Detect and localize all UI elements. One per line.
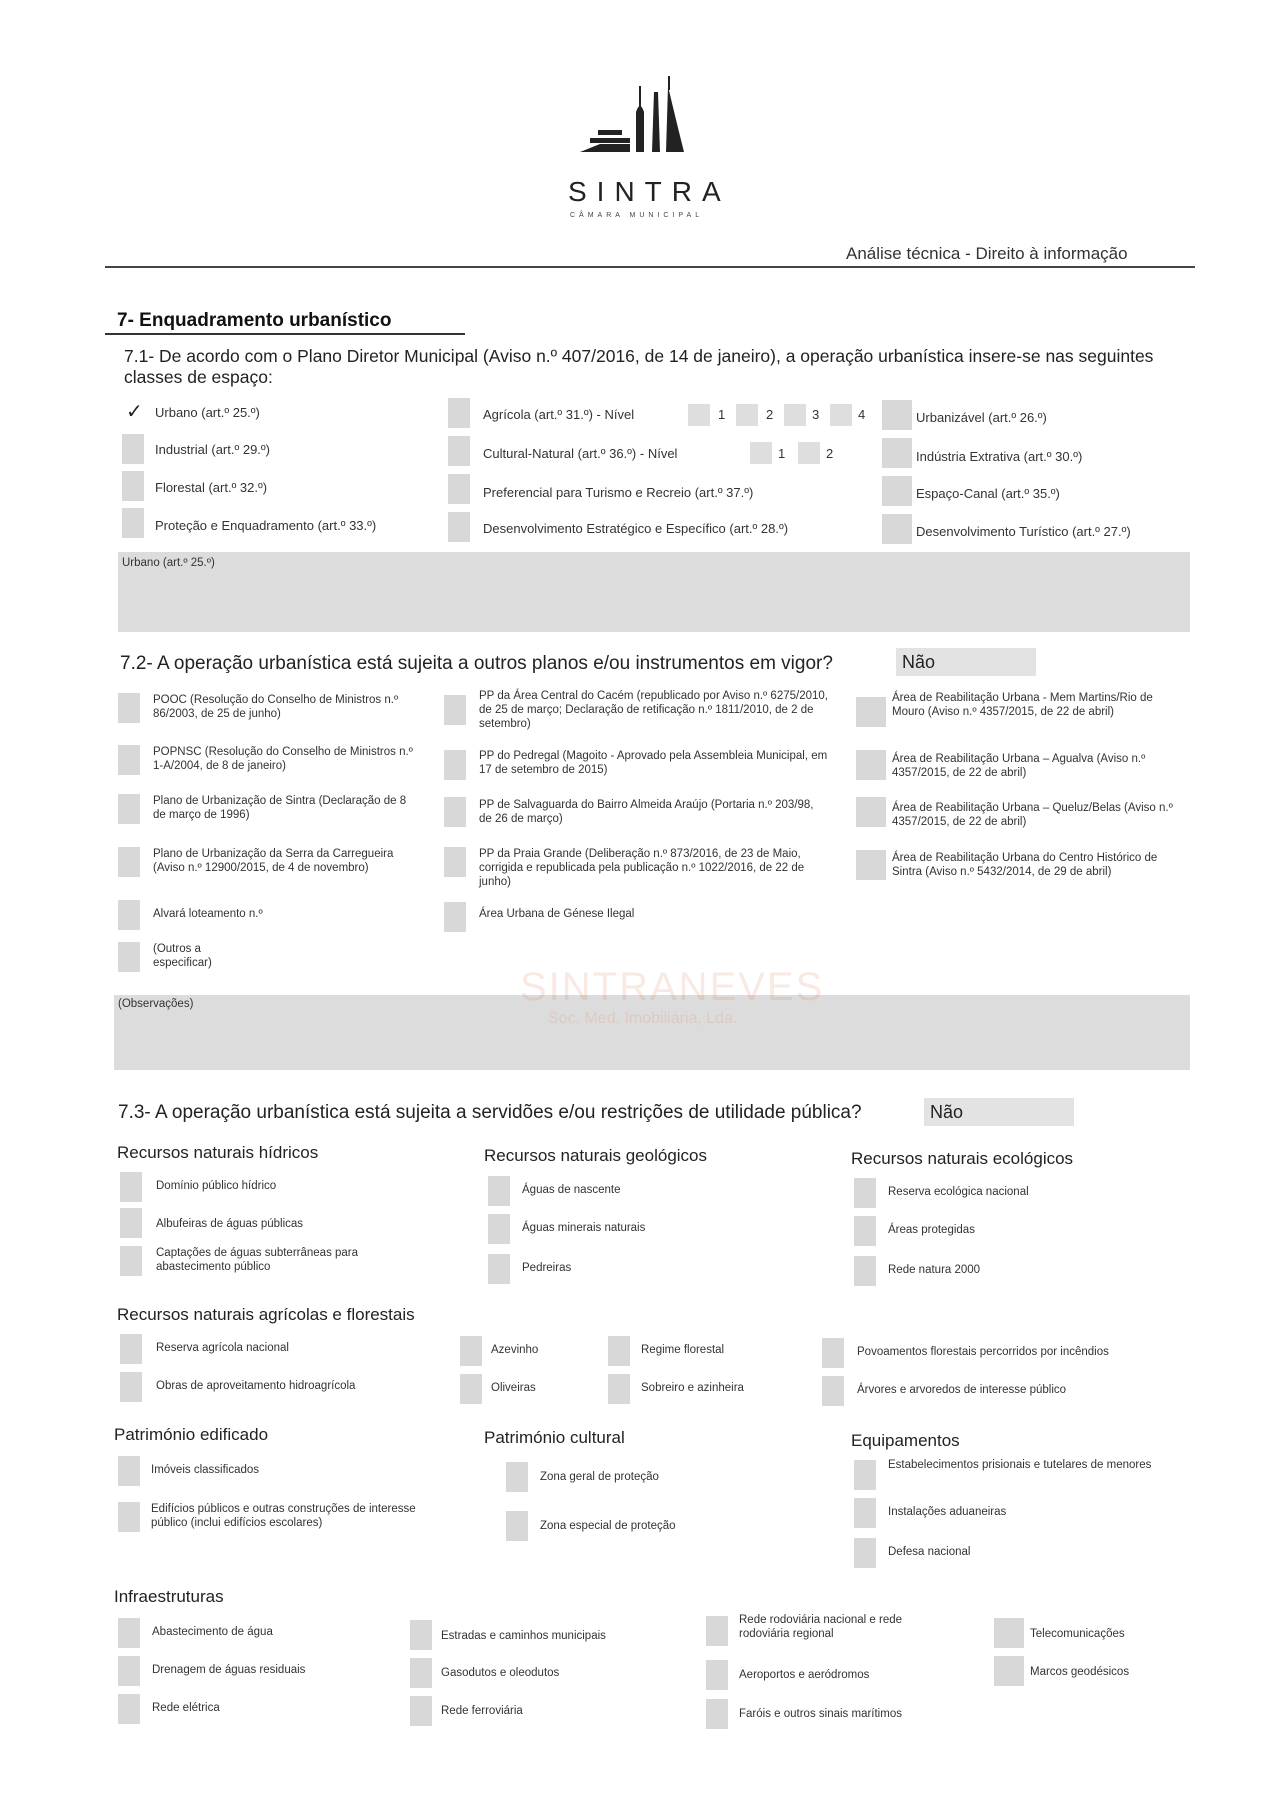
- checkbox-farois[interactable]: [706, 1699, 728, 1729]
- checkbox-turistico[interactable]: [882, 514, 912, 544]
- checkmark-icon: ✓: [126, 401, 143, 423]
- checkbox-aeroportos[interactable]: [706, 1660, 728, 1690]
- brand-subtitle: CÂMARA MUNICIPAL: [570, 212, 704, 219]
- plan-pp-pedregal: PP do Pedregal (Magoito - Aprovado pela Assembleia Municipal, em 17 de setembro de 2015): [479, 750, 828, 776]
- plan-aru-agualva: Área de Reabilitação Urbana – Agualva (Aviso n.º 4357/2015, de 22 de abril): [892, 753, 1146, 779]
- checkbox-pp-almeida-araujo[interactable]: [444, 797, 466, 827]
- checkbox-pedreiras[interactable]: [488, 1254, 510, 1284]
- checkbox-rede-natura[interactable]: [854, 1256, 876, 1286]
- plan-aru-sintra: Área de Reabilitação Urbana do Centro Histórico de Sintra (Aviso n.º 5432/2014, de 29 de abril): [892, 852, 1158, 878]
- plan-outros: (Outros a especificar): [153, 943, 212, 969]
- item-povoamentos: Povoamentos florestais percorridos por incêndios: [857, 1346, 1109, 1358]
- group-ecologicos-title: Recursos naturais ecológicos: [851, 1149, 1074, 1168]
- item-prisionais: Estabelecimentos prisionais e tutelares de menores: [888, 1459, 1152, 1471]
- section-title: 7- Enquadramento urbanístico: [117, 310, 392, 331]
- cultural-level-1: 1: [778, 446, 786, 461]
- class-protecao: Proteção e Enquadramento (art.º 33.º): [155, 518, 377, 533]
- item-oliveiras: Oliveiras: [491, 1382, 536, 1394]
- answer-7-3: Não: [930, 1102, 964, 1122]
- question-7-3: 7.3- A operação urbanística está sujeita a servidões e/ou restrições de utilidade pública?: [118, 1102, 862, 1123]
- checkbox-popnsc[interactable]: [118, 745, 140, 775]
- item-azevinho: Azevinho: [491, 1344, 539, 1356]
- checkbox-sobreiro[interactable]: [608, 1374, 630, 1404]
- checkbox-hidroagricola[interactable]: [120, 1372, 142, 1402]
- checkbox-pu-sintra[interactable]: [118, 794, 140, 824]
- agricola-level-3-box[interactable]: [784, 404, 806, 426]
- cultural-level-1-box[interactable]: [750, 442, 772, 464]
- group-infra-title: Infraestruturas: [114, 1587, 224, 1606]
- class-cultural-natural: Cultural-Natural (art.º 36.º) - Nível: [483, 446, 678, 461]
- item-aduaneiras: Instalações aduaneiras: [888, 1506, 1007, 1518]
- checkbox-marcos[interactable]: [994, 1656, 1024, 1686]
- item-abastecimento: Abastecimento de água: [152, 1626, 273, 1638]
- checkbox-extrativa[interactable]: [882, 438, 912, 468]
- class-turistico: Desenvolvimento Turístico (art.º 27.º): [916, 524, 1131, 539]
- item-farois: Faróis e outros sinais marítimos: [739, 1708, 902, 1720]
- notes-label-7-2: (Observações): [118, 998, 194, 1010]
- checkbox-areas-protegidas[interactable]: [854, 1216, 876, 1246]
- checkbox-rede-eletrica[interactable]: [118, 1694, 140, 1724]
- item-telecomunicacoes: Telecomunicações: [1030, 1628, 1125, 1640]
- item-ferroviaria: Rede ferroviária: [441, 1705, 523, 1717]
- checkbox-drenagem[interactable]: [118, 1656, 140, 1686]
- section-title-underline: [105, 333, 465, 335]
- class-industrial: Industrial (art.º 29.º): [155, 442, 270, 457]
- checkbox-estrategico[interactable]: [448, 512, 470, 542]
- checkbox-augi[interactable]: [444, 902, 466, 932]
- class-turismo: Preferencial para Turismo e Recreio (art.º 37.º): [483, 485, 754, 500]
- checkbox-espaco-canal[interactable]: [882, 476, 912, 506]
- item-zona-geral: Zona geral de proteção: [540, 1471, 659, 1483]
- class-estrategico: Desenvolvimento Estratégico e Específico (art.º 28.º): [483, 521, 789, 536]
- checkbox-protecao[interactable]: [122, 508, 144, 538]
- item-gasodutos: Gasodutos e oleodutos: [441, 1667, 560, 1679]
- watermark-line1: SINTRANEVES: [520, 965, 825, 1009]
- group-edificado-title: Património edificado: [114, 1425, 269, 1444]
- checkbox-gasodutos[interactable]: [410, 1658, 432, 1688]
- plan-aru-mem-martins: Área de Reabilitação Urbana - Mem Martins/Rio de Mouro (Aviso n.º 4357/2015, de 22 de abril): [892, 692, 1153, 718]
- answer-7-2: Não: [902, 652, 936, 672]
- sintra-logo-icon: [570, 72, 720, 157]
- plan-pp-praia-grande: PP da Praia Grande (Deliberação n.º 873/2016, de 23 de Maio, corrigida e republicada pela publicação n.º 1022/2016, de 22 de junho): [479, 848, 805, 888]
- group-hidricos-title: Recursos naturais hídricos: [117, 1143, 319, 1162]
- group-equipamentos-title: Equipamentos: [851, 1431, 960, 1450]
- answer-field-7-3[interactable]: [924, 1098, 1074, 1126]
- notes-text-7-1: Urbano (art.º 25.º): [122, 557, 215, 569]
- checkbox-edificios-publicos[interactable]: [118, 1502, 140, 1532]
- checkbox-zona-geral[interactable]: [506, 1462, 528, 1492]
- plan-pu-sintra: Plano de Urbanização de Sintra (Declaração de 8 de março de 1996): [153, 795, 407, 821]
- checkbox-zona-especial[interactable]: [506, 1511, 528, 1541]
- group-cultural-title: Património cultural: [484, 1428, 625, 1447]
- brand-name: SINTRA: [568, 176, 731, 207]
- item-aeroportos: Aeroportos e aeródromos: [739, 1669, 870, 1681]
- cultural-level-2-box[interactable]: [798, 442, 820, 464]
- checkbox-turismo[interactable]: [448, 474, 470, 504]
- checkbox-ren[interactable]: [854, 1178, 876, 1208]
- class-agricola: Agrícola (art.º 31.º) - Nível: [483, 407, 635, 422]
- question-7-1: 7.1- De acordo com o Plano Diretor Municipal (Aviso n.º 407/2016, de 14 de janeiro), a operação urbanística insere-se nas seguintes classes de espaço:: [124, 346, 1154, 387]
- checkbox-alvara[interactable]: [118, 900, 140, 930]
- checkbox-regime-florestal[interactable]: [608, 1336, 630, 1366]
- item-edificios-publicos: Edifícios públicos e outras construções de interesse público (inclui edifícios escolares): [151, 1503, 416, 1529]
- checkbox-abastecimento[interactable]: [118, 1618, 140, 1648]
- plan-popnsc: POPNSC (Resolução do Conselho de Ministros n.º 1-A/2004, de 8 de janeiro): [153, 746, 413, 772]
- item-ran: Reserva agrícola nacional: [156, 1342, 289, 1354]
- checkbox-aduaneiras[interactable]: [854, 1498, 876, 1528]
- checkbox-telecomunicacoes[interactable]: [994, 1618, 1024, 1648]
- checkbox-pu-carregueira[interactable]: [118, 847, 140, 877]
- item-areas-protegidas: Áreas protegidas: [888, 1224, 975, 1236]
- checkbox-pooc[interactable]: [118, 693, 140, 723]
- group-agricolas-title: Recursos naturais agrícolas e florestais: [117, 1305, 415, 1324]
- checkbox-dominio-hidrico[interactable]: [120, 1172, 142, 1202]
- item-regime-florestal: Regime florestal: [641, 1344, 725, 1356]
- plan-pu-carregueira: Plano de Urbanização da Serra da Carregueira (Aviso n.º 12900/2015, de 4 de novembro): [153, 848, 394, 874]
- checkbox-pp-praia-grande[interactable]: [444, 847, 466, 877]
- checkbox-pp-cacem[interactable]: [444, 695, 466, 725]
- cultural-level-2: 2: [826, 446, 834, 461]
- item-zona-especial: Zona especial de proteção: [540, 1520, 676, 1532]
- notes-field-7-1[interactable]: [118, 552, 1190, 632]
- plan-pooc: POOC (Resolução do Conselho de Ministros n.º 86/2003, de 25 de junho): [153, 694, 399, 720]
- checkbox-defesa[interactable]: [854, 1538, 876, 1568]
- group-geologicos-title: Recursos naturais geológicos: [484, 1146, 708, 1165]
- class-florestal: Florestal (art.º 32.º): [155, 480, 268, 495]
- item-aguas-nascente: Águas de nascente: [522, 1184, 621, 1196]
- checkbox-estradas[interactable]: [410, 1620, 432, 1650]
- plan-augi: Área Urbana de Génese Ilegal: [479, 908, 635, 920]
- checkbox-rodoviaria[interactable]: [706, 1616, 728, 1646]
- checkbox-florestal[interactable]: [122, 471, 144, 501]
- item-albufeiras: Albufeiras de águas públicas: [156, 1218, 304, 1230]
- checkbox-prisionais[interactable]: [854, 1460, 876, 1490]
- item-defesa: Defesa nacional: [888, 1546, 971, 1558]
- agricola-level-1: 1: [718, 407, 726, 422]
- checkbox-aru-sintra[interactable]: [856, 850, 886, 880]
- checkbox-albufeiras[interactable]: [120, 1208, 142, 1238]
- checkbox-imoveis[interactable]: [118, 1456, 140, 1486]
- item-rodoviaria: Rede rodoviária nacional e rede rodoviária regional: [739, 1614, 903, 1640]
- checkbox-agricola[interactable]: [448, 398, 470, 428]
- item-hidroagricola: Obras de aproveitamento hidroagrícola: [156, 1380, 356, 1392]
- answer-field-7-2[interactable]: [896, 648, 1036, 676]
- checkbox-aru-queluz[interactable]: [856, 797, 886, 827]
- item-estradas: Estradas e caminhos municipais: [441, 1630, 606, 1642]
- checkbox-aguas-minerais[interactable]: [488, 1214, 510, 1244]
- checkbox-ran[interactable]: [120, 1334, 142, 1364]
- agricola-level-2-box[interactable]: [736, 404, 758, 426]
- checkbox-captacoes[interactable]: [120, 1246, 142, 1276]
- item-pedreiras: Pedreiras: [522, 1262, 572, 1274]
- item-marcos: Marcos geodésicos: [1030, 1666, 1130, 1678]
- checkbox-urbanizavel[interactable]: [882, 400, 912, 430]
- checkbox-ferroviaria[interactable]: [410, 1696, 432, 1726]
- checkbox-oliveiras[interactable]: [460, 1374, 482, 1404]
- item-dominio-hidrico: Domínio público hídrico: [156, 1180, 277, 1192]
- agricola-level-3: 3: [812, 407, 820, 422]
- plan-aru-queluz: Área de Reabilitação Urbana – Queluz/Belas (Aviso n.º 4357/2015, de 22 de abril): [892, 802, 1173, 828]
- item-imoveis: Imóveis classificados: [151, 1464, 260, 1476]
- class-urbano: Urbano (art.º 25.º): [155, 405, 260, 420]
- question-7-2: 7.2- A operação urbanística está sujeita a outros planos e/ou instrumentos em vigor?: [120, 653, 833, 674]
- agricola-level-4-box[interactable]: [830, 404, 852, 426]
- checkbox-aru-agualva[interactable]: [856, 750, 886, 780]
- checkbox-arvoredos[interactable]: [822, 1376, 844, 1406]
- checkbox-pp-pedregal[interactable]: [444, 750, 466, 780]
- plan-pp-almeida-araujo: PP de Salvaguarda do Bairro Almeida Araújo (Portaria n.º 203/98, de 26 de março): [479, 799, 814, 825]
- item-drenagem: Drenagem de águas residuais: [152, 1664, 306, 1676]
- checkbox-aguas-nascente[interactable]: [488, 1176, 510, 1206]
- item-rede-natura: Rede natura 2000: [888, 1264, 981, 1276]
- agricola-level-4: 4: [858, 407, 866, 422]
- header-rule: [105, 266, 1195, 268]
- plan-pp-cacem: PP da Área Central do Cacém (republicado por Aviso n.º 6275/2010, de 25 de março; Declaração de retificação n.º 1811/2010, de 2 de setembro): [479, 690, 828, 730]
- checkbox-povoamentos[interactable]: [822, 1338, 844, 1368]
- checkbox-cultural-natural[interactable]: [448, 436, 470, 466]
- item-captacoes: Captações de águas subterrâneas para abastecimento público: [156, 1247, 359, 1273]
- watermark-line2: Soc. Med. Imobiliária, Lda.: [548, 1010, 738, 1027]
- item-rede-eletrica: Rede elétrica: [152, 1702, 220, 1714]
- document-title: Análise técnica - Direito à informação: [846, 244, 1128, 263]
- item-aguas-minerais: Águas minerais naturais: [522, 1222, 646, 1234]
- checkbox-aru-mem-martins[interactable]: [856, 697, 886, 727]
- checkbox-outros[interactable]: [118, 942, 140, 972]
- item-ren: Reserva ecológica nacional: [888, 1186, 1029, 1198]
- class-espaco-canal: Espaço-Canal (art.º 35.º): [916, 486, 1060, 501]
- agricola-level-1-box[interactable]: [688, 404, 710, 426]
- item-arvoredos: Árvores e arvoredos de interesse público: [857, 1384, 1067, 1396]
- class-extrativa: Indústria Extrativa (art.º 30.º): [916, 449, 1083, 464]
- item-sobreiro: Sobreiro e azinheira: [641, 1382, 744, 1394]
- checkbox-industrial[interactable]: [122, 434, 144, 464]
- class-urbanizavel: Urbanizável (art.º 26.º): [916, 410, 1047, 425]
- agricola-level-2: 2: [766, 407, 774, 422]
- checkbox-azevinho[interactable]: [460, 1336, 482, 1366]
- plan-alvara: Alvará loteamento n.º: [153, 908, 263, 920]
